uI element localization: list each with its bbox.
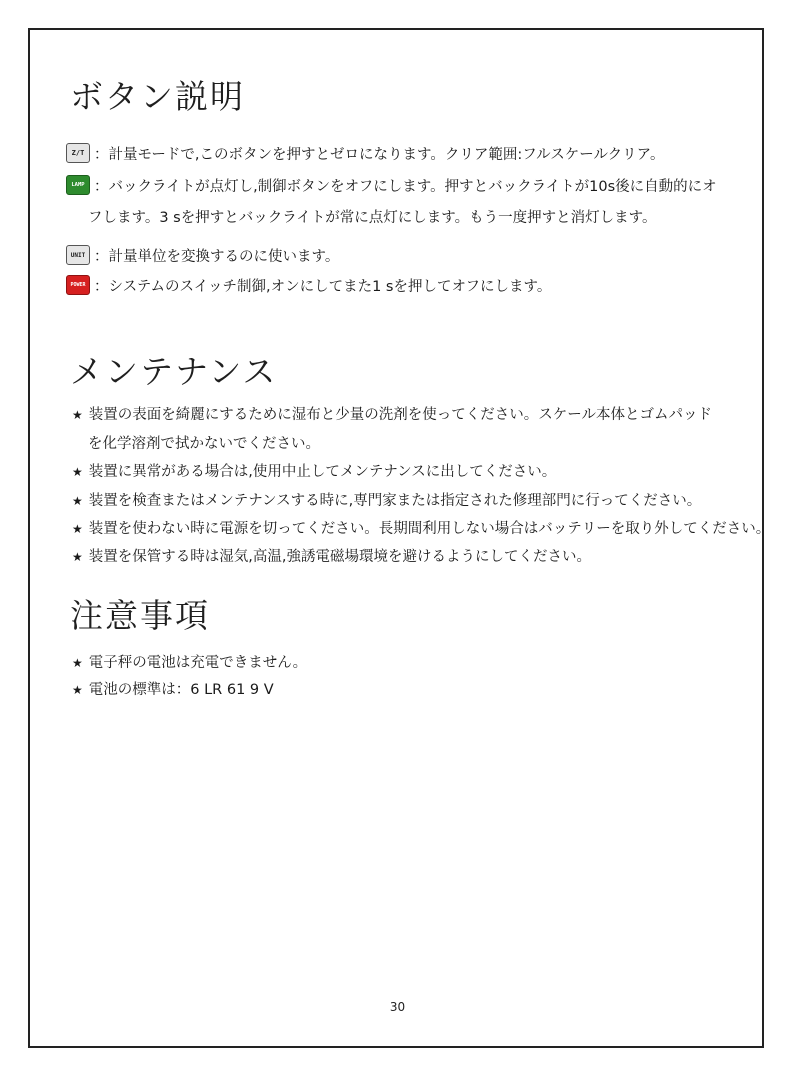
button-desc-lamp [66,174,717,196]
star-icon: ★ [72,522,83,536]
button-desc-power [66,274,551,296]
star-icon: ★ [72,683,83,697]
notes-item-text: 電子秤の電池は充電できません。 [88,655,308,671]
notes-item-text: 電池の標準は：6 LR 61 9 V [88,682,274,698]
notes-item [72,680,274,700]
button-desc-unit [66,244,339,266]
unit-button-icon: UNIT [66,245,90,265]
button-desc-text: ：計量モードで,このボタンを押すとゼロになります。クリア範囲:フルスケールクリア。 [94,146,665,163]
star-icon: ★ [72,656,83,670]
maintenance-item [72,491,701,511]
maintenance-item [72,547,591,567]
maintenance-item-text: 装置を検査またはメンテナンスする時に,専門家または指定された修理部門に行ってください。 [88,493,702,509]
maintenance-item-text: 装置の表面を綺麗にするために湿布と少量の洗剤を使ってください。スケール本体とゴムパッド [88,407,712,423]
button-desc-text: ：計量単位を変換するのに使います。 [94,248,340,265]
star-icon: ★ [72,408,83,422]
star-icon: ★ [72,465,83,479]
button-desc-text: ：システムのスイッチ制御,オンにしてまた1 sを押してオフにします。 [94,278,552,295]
power-button-icon: POWER [66,275,90,295]
maintenance-item [72,462,556,482]
star-icon: ★ [72,494,83,508]
button-desc-text: ：バックライトが点灯し,制御ボタンをオフにします。押すとバックライトが10s後に自動的にオ [94,178,717,195]
section-title-maintenance: メンテナンス [70,352,278,391]
maintenance-item [72,405,712,425]
maintenance-item-text: 装置に異常がある場合は,使用中止してメンテナンスに出してください。 [88,464,557,480]
button-desc-lamp-continued: フします。3 sを押すとバックライトが常に点灯にします。もう一度押すと消灯します。 [88,210,657,226]
lamp-button-icon: LAMP [66,175,90,195]
notes-item [72,653,307,673]
maintenance-item-text: 装置を使わない時に電源を切ってください。長期間利用しない場合はバッテリーを取り外してください。 [88,521,771,537]
maintenance-item-continued: を化学溶剤で拭かないでください。 [88,436,320,452]
maintenance-item-text: 装置を保管する時は湿気,高温,強誘電磁場環境を避けるようにしてください。 [88,549,591,565]
zt-button-icon: Z/T [66,143,90,163]
section-title-notes: 注意事項 [70,596,210,635]
star-icon: ★ [72,550,83,564]
button-desc-zt [66,142,665,164]
maintenance-item [72,519,770,539]
section-title-buttons: ボタン説明 [70,77,245,116]
page-number: 30 [389,1000,406,1014]
